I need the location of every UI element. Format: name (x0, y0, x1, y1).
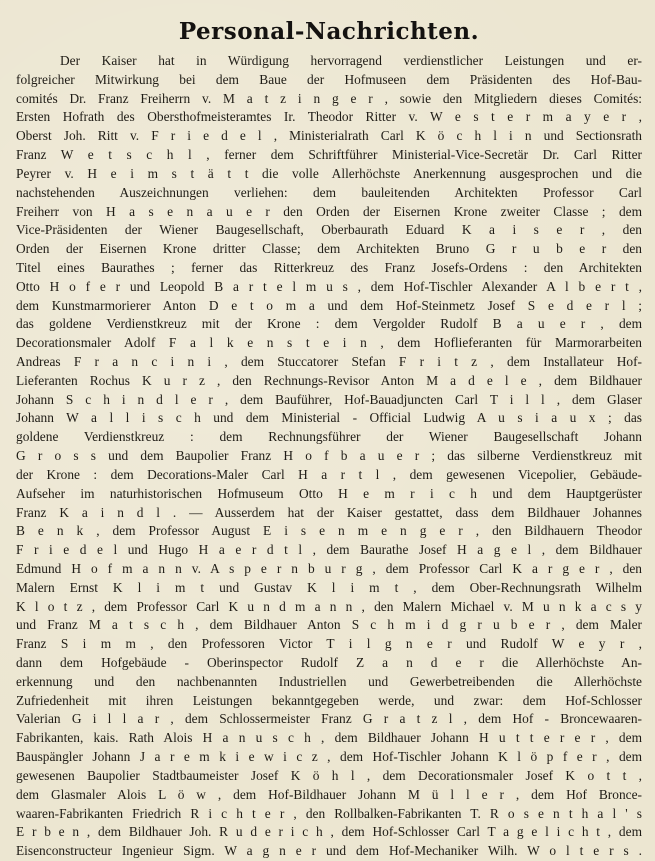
text-line: G r o s s und dem Baupolier Franz H o f b a u e r ; das silberne Verdienstkreuz mit (16, 448, 642, 464)
text-line: comités Dr. Franz Freiherrn v. M a t z i n g e r , sowie den Mitgliedern dieses Comités: (16, 90, 642, 106)
text-line: nachstehenden Auszeichnungen verliehen: dem bauleitenden Architekten Professor Carl (16, 184, 642, 200)
text-line: Ersten Hofrath des Obersthofmeisteramtes Ir. Theodor Ritter v. W e s t e r m a y e r , (16, 109, 642, 125)
text-line: F r i e d e l und Hugo H a e r d t l , dem Baurathe Josef H a g e l , dem Bildhauer (16, 542, 642, 558)
text-line: der Krone : dem Decorations-Maler Carl H a r t l , dem gewesenen Vicepolier, Gebäude- (16, 466, 642, 482)
text-line: Freiherr von H a s e n a u e r den Orden der Eisernen Krone zweiter Classe ; dem (16, 203, 642, 219)
text-line: Otto H o f e r und Leopold B a r t e l m u s , dem Hof-Tischler Alexander A l b e r t , (16, 278, 642, 294)
text-line: goldene Verdienstkreuz : dem Rechnungsführer der Wiener Baugesellschaft Johann (16, 429, 642, 445)
text-line: Edmund H o f m a n n v. A s p e r n b u r g , dem Professor Carl K a r g e r , den (16, 560, 642, 576)
text-line: Bauspängler Johann J a r e m k i e w i c z , dem Hof-Tischler Johann K l ö p f e r , dem (16, 749, 642, 765)
text-line: Lieferanten Rochus K u r z , den Rechnungs-Revisor Anton M a d e l e , dem Bildhauer (16, 372, 642, 388)
text-line: Johann W a l l i s c h und dem Ministerial - Official Ludwig A u s i a u x ; das (16, 410, 642, 426)
text-line: Vice-Präsidenten der Wiener Baugesellschaft, Oberbaurath Eduard K a i s e r , den (16, 222, 642, 238)
text-line: Oberst Joh. Ritt v. F r i e d e l , Ministerialrath Carl K ö c h l i n und Sectionsrath (16, 128, 642, 144)
text-line: Titel eines Baurathes ; ferner das Ritterkreuz des Franz Josefs-Ordens : den Architekten (16, 259, 642, 275)
text-line: Franz K a i n d l . — Ausserdem hat der Kaiser gestattet, dass dem Bildhauer Johannes (16, 504, 642, 520)
text-line: Franz S i m m , den Professoren Victor T i l g n e r und Rudolf W e y r , (16, 636, 642, 652)
text-line: Fabrikanten, kais. Rath Alois H a n u s c h , dem Bildhauer Johann H u t t e r e r , dem (16, 730, 642, 746)
text-line: Johann S c h i n d l e r , dem Bauführer, Hof-Bauadjuncten Carl T i l l , dem Glaser (16, 391, 642, 407)
text-line: Franz W e t s c h l , ferner dem Schriftführer Ministerial-Vice-Secretär Dr. Carl Ritter (16, 147, 642, 163)
text-line: folgreicher Mitwirkung bei dem Baue der Hofmuseen dem Präsidenten des Hof-Bau- (16, 71, 642, 87)
text-line: Orden der Eisernen Krone dritter Classe; dem Architekten Bruno G r u b e r den (16, 241, 642, 257)
text-line: dem Kunstmarmorierer Anton D e t o m a und dem Hof-Steinmetz Josef S e d e r l ; (16, 297, 642, 313)
text-line: das goldene Verdienstkreuz mit der Krone : dem Vergolder Rudolf B a u e r , dem (16, 316, 642, 332)
text-line: Decorationsmaler Adolf F a l k e n s t e i n , dem Hoflieferanten für Marmorarbeiten (16, 335, 642, 351)
text-line: Peyrer v. H e i m s t ä t t die volle Allerhöchste Anerkennung ausgesprochen und die (16, 165, 642, 181)
text-line: Malern Ernst K l i m t und Gustav K l i m t , dem Ober-Rechnungsrath Wilhelm (16, 579, 642, 595)
text-line: dem Glasmaler Alois L ö w , dem Hof-Bildhauer Johann M ü l l e r , dem Hof Bronce- (16, 786, 642, 802)
text-line: gewesenen Baupolier Stadtbaumeister Josef K ö h l , dem Decorationsmaler Josef K o t t , (16, 767, 642, 783)
text-line: Eisenconstructeur Ingenieur Sigm. W a g n e r und dem Hof-Mechaniker Wilh. W o l t e r s . (16, 843, 642, 859)
text-line: Der Kaiser hat in Würdigung hervorragend verdienstlicher Leistungen und er- (60, 53, 642, 68)
article-body (16, 52, 642, 861)
text-line: Valerian G i l l a r , dem Schlossermeister Franz G r a t z l , dem Hof - Broncewaaren- (16, 711, 642, 727)
text-line: waaren-Fabrikanten Friedrich R i c h t e r , den Rollbalken-Fabrikanten T. R o s e n t h a l ' s (16, 805, 642, 821)
text-line: E r b e n , dem Bildhauer Joh. R u d e r i c h , dem Hof-Schlosser Carl T a g e l i c h t , dem (16, 824, 642, 840)
text-line: K l o t z , dem Professor Carl K u n d m a n n , den Malern Michael v. M u n k a c s y (16, 598, 642, 614)
text-line: B e n k , dem Professor August E i s e n m e n g e r , den Bildhauern Theodor (16, 523, 642, 539)
text-line: erkennung und den nachbenannten Industriellen und Gewerbetreibenden die Allerhöchste (16, 673, 642, 689)
page-title: Personal-Nachrichten. (178, 18, 480, 45)
text-line: Zufriedenheit mit ihren Leistungen bekanntgegeben werde, und zwar: dem Hof-Schlosser (16, 692, 642, 708)
text-line: dann dem Hofgebäude - Oberinspector Rudolf Z a n d e r die Allerhöchste An- (16, 655, 642, 670)
text-line: Aufseher im naturhistorischen Hofmuseum Otto H e m r i c h und dem Hauptgerüster (16, 485, 642, 501)
text-line: Andreas F r a n c i n i , dem Stuccatorer Stefan F r i t z , dem Installateur Hof- (16, 354, 642, 369)
text-line: und Franz M a t s c h , dem Bildhauer Anton S c h m i d g r u b e r , dem Maler (16, 617, 642, 633)
